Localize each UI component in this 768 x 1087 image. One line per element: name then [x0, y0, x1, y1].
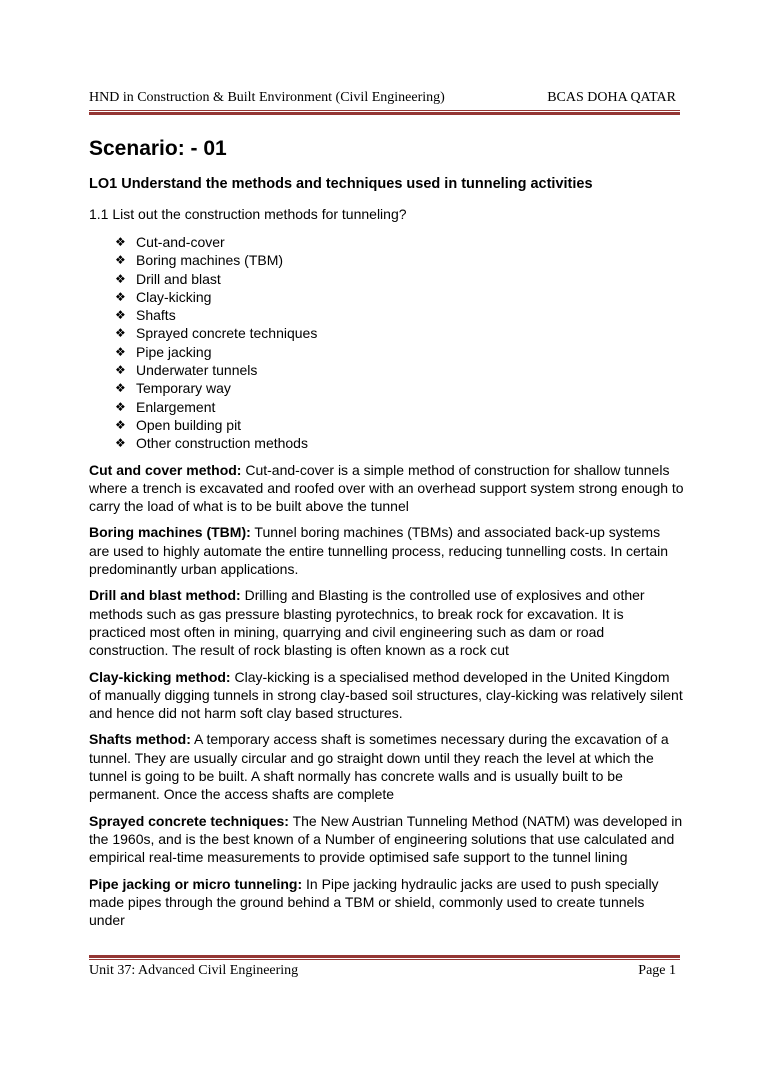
list-item: ❖ Clay-kicking	[115, 288, 212, 305]
header-rule-thick	[89, 112, 680, 115]
paragraph-term: Sprayed concrete techniques:	[89, 812, 289, 829]
paragraph-term: Drill and blast method:	[89, 587, 241, 604]
diamond-bullet-icon: ❖	[115, 399, 126, 414]
header-rule-thin	[89, 110, 680, 111]
learning-outcome-heading: LO1 Understand the methods and techniques used in tunneling activities	[89, 176, 593, 192]
paragraph-text: Clay-kicking is a specialised method developed in the United Kingdom of manually digging tunnels in strong clay-based soil structures, clay-kicking was relatively silent and hence did not harm soft clay based structures.	[89, 668, 683, 722]
list-item: ❖ Temporary way	[115, 380, 231, 397]
list-item: ❖ Pipe jacking	[115, 343, 212, 360]
paragraph-text: Drilling and Blasting is the controlled use of explosives and other methods such as gas pressure blasting pyrotechnics, to break rock for excavation. It is practiced most often in mining, quarrying and civil engineering such as dam or road construction. The result of rock blasting is often known as a rock cut	[89, 587, 645, 659]
diamond-bullet-icon: ❖	[115, 326, 126, 341]
diamond-bullet-icon: ❖	[115, 381, 126, 396]
paragraph-text: In Pipe jacking hydraulic jacks are used to push specially made pipes through the ground behind a TBM or shield, commonly used to create tunnels under	[89, 875, 659, 929]
list-item: ❖ Open building pit	[115, 416, 242, 433]
paragraph-cut-and-cover	[89, 461, 684, 516]
footer-page-number: Page 1	[638, 963, 676, 978]
question-text: 1.1 List out the construction methods for tunneling?	[89, 206, 407, 222]
page-header	[89, 90, 676, 110]
paragraph-boring-machines	[89, 523, 684, 578]
diamond-bullet-icon: ❖	[115, 417, 126, 432]
paragraph-pipe-jacking	[89, 875, 684, 930]
paragraph-drill-and-blast	[89, 586, 684, 659]
paragraph-term: Cut and cover method:	[89, 461, 242, 478]
footer-unit-title: Unit 37: Advanced Civil Engineering	[89, 963, 299, 978]
diamond-bullet-icon: ❖	[115, 344, 126, 359]
list-item: ❖ Cut-and-cover	[115, 234, 225, 250]
paragraph-text: Tunnel boring machines (TBMs) and associated back-up systems are used to highly automate the entire tunnelling process, reducing tunnelling costs. In certain predominantly urban applications.	[89, 524, 669, 578]
list-item: ❖ Other construction methods	[115, 435, 308, 452]
paragraph-sprayed-concrete	[89, 812, 684, 867]
list-item: ❖ Drill and blast	[115, 270, 221, 287]
paragraph-shafts	[89, 730, 684, 803]
diamond-bullet-icon: ❖	[115, 253, 126, 268]
header-institution: BCAS DOHA QATAR	[547, 90, 676, 105]
paragraph-text: The New Austrian Tunneling Method (NATM) was developed in the 1960s, and is the best known of a Number of engineering solutions that use calculated and empirical real-time measurements to provide optimised safe support to the tunnel lining	[89, 812, 683, 866]
diamond-bullet-icon: ❖	[115, 436, 126, 451]
paragraph-term: Pipe jacking or micro tunneling:	[89, 875, 303, 892]
header-course-title: HND in Construction & Built Environment (Civil Engineering)	[89, 90, 445, 105]
methods-list	[89, 233, 684, 453]
diamond-bullet-icon: ❖	[115, 289, 126, 304]
diamond-bullet-icon: ❖	[115, 235, 126, 249]
diamond-bullet-icon: ❖	[115, 363, 126, 378]
diamond-bullet-icon: ❖	[115, 271, 126, 286]
paragraph-text: Cut-and-cover is a simple method of construction for shallow tunnels where a trench is excavated and roofed over with an overhead support system strong enough to carry the load of what is to be built above the tunnel	[89, 461, 684, 515]
list-item: ❖ Boring machines (TBM)	[115, 252, 284, 269]
paragraph-term: Shafts method:	[89, 731, 191, 748]
page-body	[89, 136, 684, 929]
paragraph-term: Clay-kicking method:	[89, 668, 231, 685]
paragraph-clay-kicking	[89, 668, 684, 723]
list-item: ❖ Underwater tunnels	[115, 362, 258, 379]
scenario-title: Scenario: - 01	[89, 137, 227, 160]
paragraph-text: A temporary access shaft is sometimes necessary during the excavation of a tunnel. They are usually circular and go straight down until they reach the level at which the tunnel is going to be built. A shaft normally has concrete walls and is usually built to be permanent. Once the access shafts are complete	[89, 731, 669, 803]
list-item: ❖ Shafts	[115, 307, 176, 324]
diamond-bullet-icon: ❖	[115, 308, 126, 323]
footer-rule-thick	[89, 955, 680, 958]
list-item: ❖ Enlargement	[115, 398, 216, 415]
footer-rule-thin	[89, 959, 680, 960]
paragraph-term: Boring machines (TBM):	[89, 524, 251, 541]
list-item: ❖ Sprayed concrete techniques	[115, 325, 318, 342]
page-footer	[89, 963, 676, 983]
